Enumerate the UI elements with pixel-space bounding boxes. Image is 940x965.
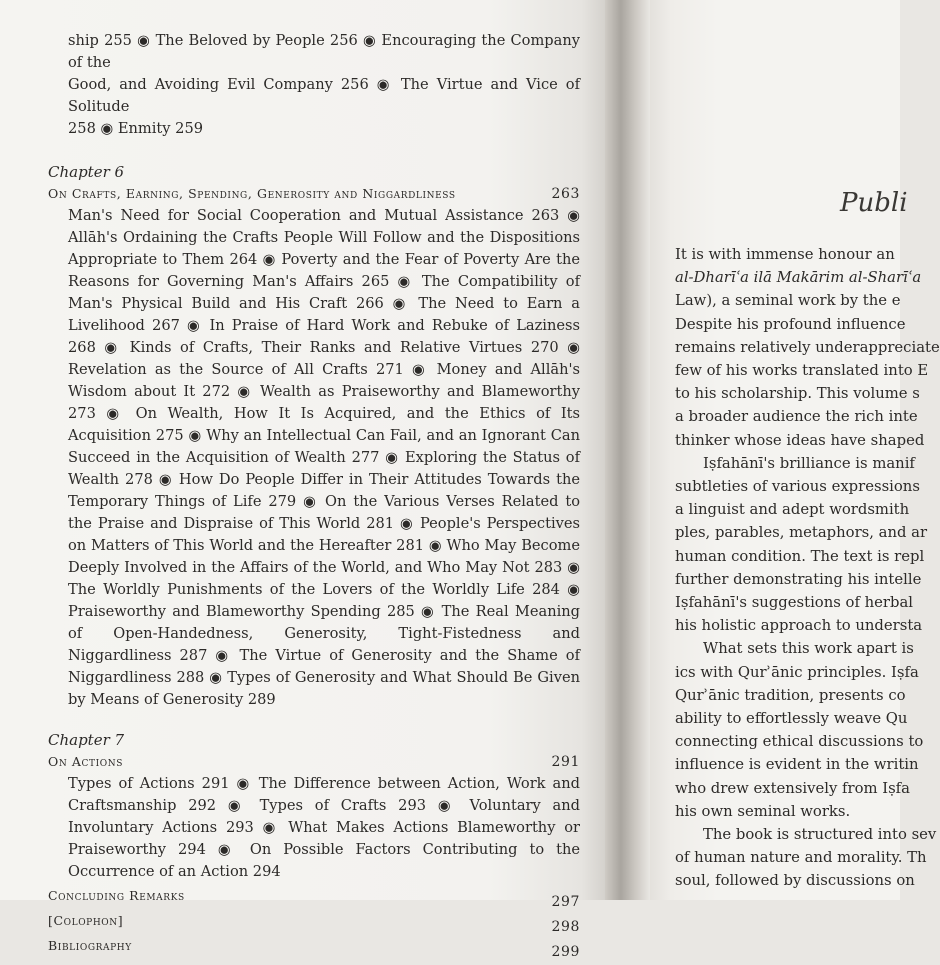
body-line: human condition. The text is repl xyxy=(675,547,925,565)
chapter-6-label: Chapter 6 xyxy=(48,163,125,181)
concluding-remarks-page: 297 xyxy=(551,894,580,910)
chapter-6-page: 263 xyxy=(551,186,580,202)
colophon-page: 298 xyxy=(551,919,580,935)
body-line: ability to effortlessly weave Qu xyxy=(675,710,908,728)
body-line: al-Dharīʿa ilā Makārim al-Sharīʿa xyxy=(675,269,922,287)
toc-intro xyxy=(48,30,580,140)
bleed-through-text xyxy=(675,0,915,170)
bibliography-label: Bibliography xyxy=(48,938,132,953)
toc-line: ship 255 ◉ The Beloved by People 256 ◉ Encouraging the Company of the xyxy=(68,32,580,71)
colophon-row xyxy=(48,908,580,933)
chapter-6-heading: On Crafts, Earning, Spending, Generosity and Niggardliness xyxy=(48,186,456,201)
body-line: What sets this work apart is xyxy=(703,640,914,658)
body-line: Iṣfahānī's brilliance is manif xyxy=(703,454,915,472)
body-line: who drew extensively from Iṣfa xyxy=(675,779,910,797)
body-line: to his scholarship. This volume s xyxy=(675,385,920,403)
body-line: Law), a seminal work by the e xyxy=(675,292,901,310)
body-line: further demonstrating his intelle xyxy=(675,570,922,588)
body-line: of human nature and morality. Th xyxy=(675,849,927,867)
body-line: connecting ethical discussions to xyxy=(675,733,924,751)
toc-line: Good, and Avoiding Evil Company 256 ◉ The Virtue and Vice of Solitude xyxy=(68,76,580,115)
chapter-7-page: 291 xyxy=(551,754,580,770)
chapter-7-heading-row xyxy=(48,751,580,773)
body-line: Qurʾānic tradition, presents co xyxy=(675,686,906,704)
body-line: his own seminal works. xyxy=(675,802,851,820)
body-line: soul, followed by discussions on xyxy=(675,872,915,890)
body-line: subtleties of various expressions xyxy=(675,478,920,496)
body-line: It is with immense honour an xyxy=(675,246,895,263)
bibliography-row xyxy=(48,933,580,958)
body-line: Despite his profound influence xyxy=(675,315,906,333)
body-line: a broader audience the rich inte xyxy=(675,408,918,426)
chapter-6-heading-row xyxy=(48,183,580,205)
chapter-7-label: Chapter 7 xyxy=(48,731,125,749)
toc-line: 258 ◉ Enmity 259 xyxy=(68,120,204,137)
bibliography-page: 299 xyxy=(551,944,580,960)
book-gutter xyxy=(605,0,650,900)
body-line: few of his works translated into E xyxy=(675,362,929,380)
body-line: remains relatively underappreciate xyxy=(675,338,940,356)
publisher-note-title: Publi xyxy=(840,188,908,218)
chapter-7-contents: Types of Actions 291 ◉ The Difference between Action, Work and Craftsmanship 292 ◉ Types of Crafts 293 ◉ Voluntary and Involuntary Actions 293 ◉ What Makes Actions Blameworthy or Praiseworthy 294 ◉ On Possible Factors Contributing to the Occurrence of an Action 294 xyxy=(68,775,580,880)
concluding-remarks-label: Concluding Remarks xyxy=(48,888,185,903)
publisher-note-body xyxy=(675,243,940,893)
body-line: Iṣfahānī's suggestions of herbal xyxy=(675,594,914,612)
body-line: The book is structured into sev xyxy=(703,826,937,844)
concluding-remarks-row xyxy=(48,883,580,908)
body-line: his holistic approach to understa xyxy=(675,617,923,635)
body-line: a linguist and adept wordsmith xyxy=(675,501,910,519)
body-line: influence is evident in the writin xyxy=(675,756,919,774)
chapter-7-heading: On Actions xyxy=(48,754,123,769)
body-line: ples, parables, metaphors, and ar xyxy=(675,524,928,542)
body-line: thinker whose ideas have shaped xyxy=(675,431,925,449)
table-of-contents xyxy=(48,30,580,958)
body-line: ics with Qurʾānic principles. Iṣfa xyxy=(675,663,919,681)
colophon-label: [Colophon] xyxy=(48,913,124,928)
chapter-6-contents: Man's Need for Social Cooperation and Mutual Assistance 263 ◉ Allāh's Ordaining the Crafts People Will Follow and the Dispositions Appropriate to Them 264 ◉ Poverty and the Fear of Poverty Are the Reasons for Governing Man's Affairs 265 ◉ The Compatibility of Man's Physical Build and His Craft 266 ◉ The Need to Earn a Livelihood 267 ◉ In Praise of Hard Work and Rebuke of Laziness 268 ◉ Kinds of Crafts, Their Ranks and Relative Virtues 270 ◉ Revelation as the Source of All Crafts 271 ◉ Money and Allāh's Wisdom about It 272 ◉ Wealth as Praiseworthy and Blameworthy 273 ◉ On Wealth, How It Is Acquired, and the Ethics of Its Acquisition 275 ◉ Why an Intellectual Can Fail, and an Ignorant Can Succeed in the Acquisition of Wealth 277 ◉ Exploring the Status of Wealth 278 ◉ How Do People Differ in Their Attitudes Towards the Temporary Things of Life 279 ◉ On the Various Verses Related to the Praise and Dispraise of This World 281 ◉ People's Perspectives on Matters of This World and the Hereafter 281 ◉ Who May Become Deeply Involved in the Affairs of the World, and Who May Not 283 ◉ The Worldly Punishments of the Lovers of the Worldly Life 284 ◉ Praiseworthy and Blameworthy Spending 285 ◉ The Real Meaning of Open-Handedness, Generosity, Tight-Fistedness and Niggardliness 287 ◉ The Virtue of Generosity and the Shame of Niggardliness 288 ◉ Types of Generosity and What Should Be Given by Means of Generosity 289 xyxy=(68,207,580,708)
publisher-note xyxy=(675,0,940,890)
